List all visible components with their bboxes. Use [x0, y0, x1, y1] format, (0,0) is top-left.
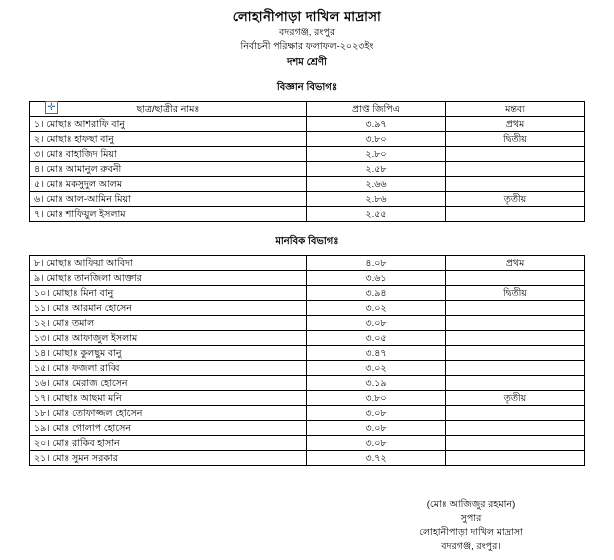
table-row	[30, 207, 585, 222]
student-name: ১৫। মোঃ ফজলা রাব্বি	[30, 361, 307, 376]
student-name: ৭। মোঃ শাফিয়ুল ইসলাম	[30, 207, 307, 222]
table-row	[30, 436, 585, 451]
table-row	[30, 286, 585, 301]
student-gpa: ২.৬৬	[307, 177, 446, 192]
student-name: ১১। মোঃ আরমান হোসেন	[30, 301, 307, 316]
table-row	[30, 301, 585, 316]
student-remark: প্রথম	[446, 117, 585, 132]
student-gpa: ৩.৮০	[307, 391, 446, 406]
student-remark: তৃতীয়	[446, 391, 585, 406]
student-name: ৯। মোছাঃ তানজিলা আক্তার	[30, 271, 307, 286]
student-name: ১৭। মোছাঃ আছমা মনি	[30, 391, 307, 406]
student-gpa: ৩.০৮	[307, 436, 446, 451]
student-name: ১৬। মোঃ মেরাজ হোসেন	[30, 376, 307, 391]
student-name: ১৪। মোছাঃ কুলছুম বানু	[30, 346, 307, 361]
student-remark: তৃতীয়	[446, 192, 585, 207]
table-row	[30, 316, 585, 331]
student-name: ২। মোছাঃ হাফছা বানু	[30, 132, 307, 147]
signature-designation: সুপার	[460, 513, 482, 524]
student-gpa: ৩.১৯	[307, 376, 446, 391]
table-row	[30, 421, 585, 436]
student-name: ৫। মোঃ মকসুদুল আলম	[30, 177, 307, 192]
student-remark	[446, 406, 585, 421]
signature-block	[356, 498, 586, 554]
student-remark	[446, 207, 585, 222]
class-line: দশম শ্রেণী	[287, 57, 327, 68]
science-table-body	[30, 117, 585, 222]
table-row	[30, 147, 585, 162]
student-name: ২০। মোঃ রাকিব হাসান	[30, 436, 307, 451]
science-section-title: বিজ্ঞান বিভাগঃ	[276, 82, 338, 93]
student-gpa: ৩.০৮	[307, 316, 446, 331]
student-name: ১৯। মোঃ গোলাপ হোসেন	[30, 421, 307, 436]
humanities-section-title: মানবিক বিভাগঃ	[275, 236, 339, 247]
student-remark	[446, 361, 585, 376]
student-gpa: ৩.০২	[307, 361, 446, 376]
student-remark	[446, 316, 585, 331]
student-gpa: ৪.০৮	[307, 256, 446, 271]
student-gpa: ২.৫৫	[307, 207, 446, 222]
student-gpa: ৩.৭২	[307, 451, 446, 466]
student-remark	[446, 376, 585, 391]
student-remark	[446, 436, 585, 451]
column-header-gpa: প্রাপ্ত জিপিএ	[307, 102, 446, 117]
table-row	[30, 177, 585, 192]
student-remark	[446, 346, 585, 361]
student-name: ৪। মোঃ আমানুল রুবনী	[30, 162, 307, 177]
student-remark: দ্বিতীয়	[446, 132, 585, 147]
table-row	[30, 376, 585, 391]
student-name: ১০। মোছাঃ মিনা বানু	[30, 286, 307, 301]
student-remark	[446, 177, 585, 192]
humanities-results-table	[29, 255, 585, 466]
column-header-name: ছাত্র/ছাত্রীর নামঃ	[30, 102, 307, 117]
student-gpa: ৩.০২	[307, 301, 446, 316]
student-gpa: ২.৮০	[307, 147, 446, 162]
signature-address: বদরগঞ্জ, রংপুর।	[441, 541, 501, 552]
institution-address: বদরগঞ্জ, রংপুর	[278, 27, 336, 38]
page-title: লোহানীপাড়া দাখিল মাদ্রাসা	[232, 9, 382, 24]
student-remark	[446, 147, 585, 162]
student-remark	[446, 421, 585, 436]
table-row	[30, 132, 585, 147]
table-row	[30, 271, 585, 286]
table-row	[30, 331, 585, 346]
table-row	[30, 391, 585, 406]
signature-name: (মোঃ আজিজুর রহমান)	[426, 499, 516, 510]
humanities-table-body	[30, 256, 585, 466]
table-row	[30, 406, 585, 421]
table-row	[30, 117, 585, 132]
exam-result-line: নির্বাচনী পরিক্ষার ফলাফল-২০২৩ইং	[240, 41, 374, 52]
student-name: ১২। মোঃ তমাল	[30, 316, 307, 331]
student-gpa: ৩.৯৪	[307, 286, 446, 301]
student-name: ১৮। মোঃ তোফাজ্জল হোসেন	[30, 406, 307, 421]
column-header-remark: মন্তব্য	[446, 102, 585, 117]
student-gpa: ২.৫৮	[307, 162, 446, 177]
student-gpa: ৩.৬১	[307, 271, 446, 286]
student-gpa: ৩.৪৭	[307, 346, 446, 361]
student-gpa: ২.৮৬	[307, 192, 446, 207]
move-handle-icon[interactable]: ✛	[45, 101, 58, 114]
signature-institution: লোহানীপাড়া দাখিল মাদ্রাসা	[419, 527, 523, 538]
student-name: ৮। মোছাঃ আফিয়া আবিদা	[30, 256, 307, 271]
student-remark	[446, 301, 585, 316]
table-row	[30, 162, 585, 177]
science-table-wrap	[10, 101, 604, 222]
table-row	[30, 346, 585, 361]
table-row	[30, 192, 585, 207]
science-results-table	[29, 101, 585, 222]
student-gpa: ৩.০৮	[307, 406, 446, 421]
table-header-row	[30, 102, 585, 117]
student-name: ২১। মোঃ সুমন সরকার	[30, 451, 307, 466]
student-remark	[446, 451, 585, 466]
document-header	[10, 8, 604, 71]
student-remark: দ্বিতীয়	[446, 286, 585, 301]
student-gpa: ৩.০৫	[307, 331, 446, 346]
table-row	[30, 451, 585, 466]
student-remark	[446, 271, 585, 286]
student-gpa: ৩.০৮	[307, 421, 446, 436]
student-name: ১। মোছাঃ আশরাফি বানু	[30, 117, 307, 132]
student-name: ৬। মোঃ আল-আমিন মিয়া	[30, 192, 307, 207]
student-gpa: ৩.৮০	[307, 132, 446, 147]
student-name: ১৩। মোঃ আফাজুল ইসলাম	[30, 331, 307, 346]
student-name: ৩। মোঃ বাহাজিদ মিয়া	[30, 147, 307, 162]
student-gpa: ৩.৯৭	[307, 117, 446, 132]
student-remark	[446, 331, 585, 346]
table-row	[30, 361, 585, 376]
student-remark	[446, 162, 585, 177]
table-row	[30, 256, 585, 271]
student-remark: প্রথম	[446, 256, 585, 271]
